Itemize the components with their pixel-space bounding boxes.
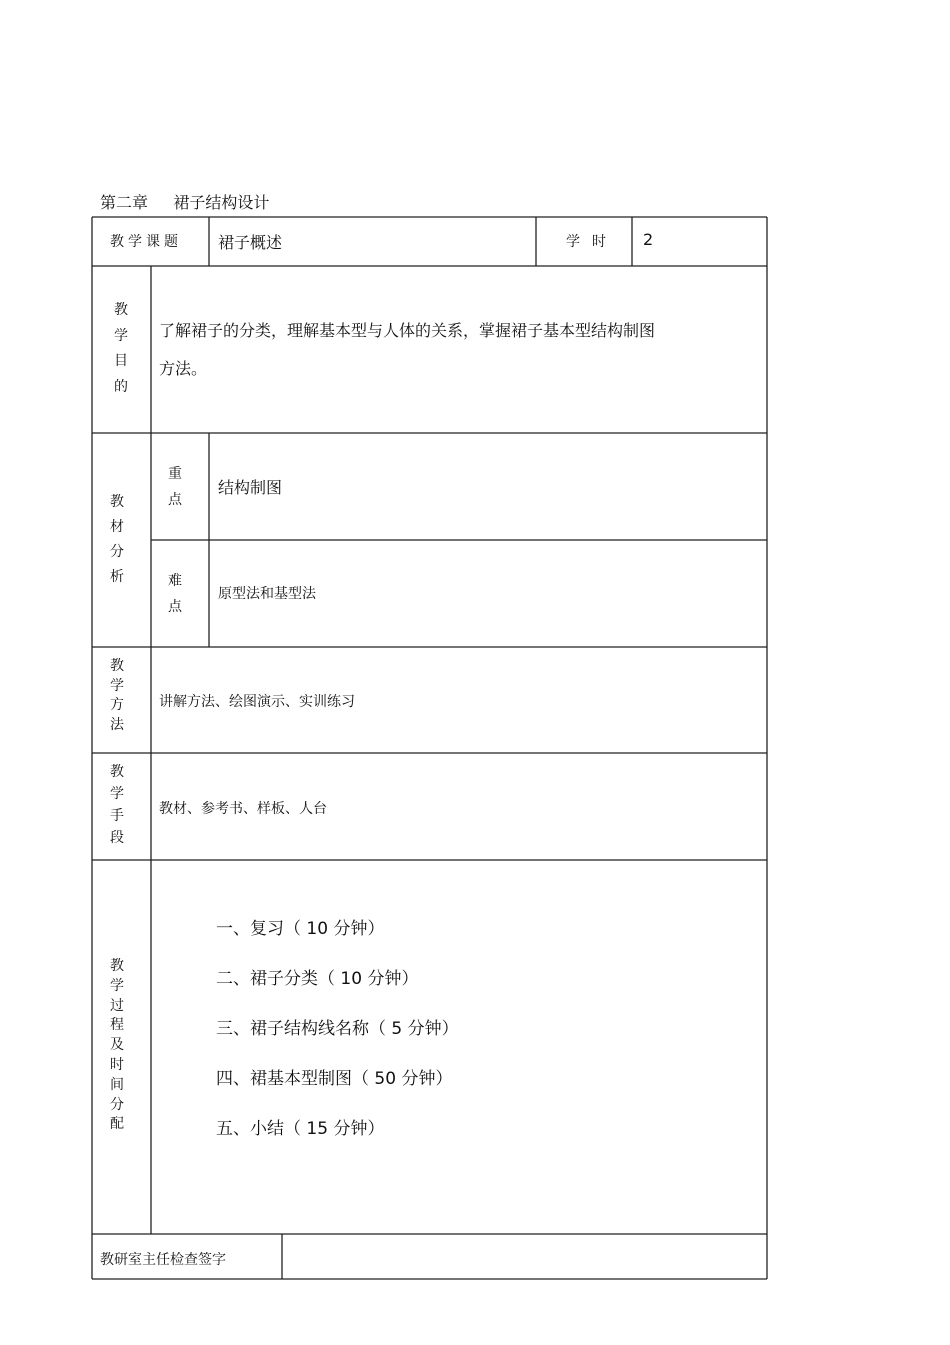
topic-label: 教学课题	[110, 234, 182, 250]
means-value: 教材、参考书、样板、人台	[159, 801, 327, 817]
topic-value: 裙子概述	[218, 233, 283, 252]
objective-text-line2: 方法。	[159, 359, 208, 378]
difficult-point-label: 难 点	[168, 573, 182, 615]
process-step-5: 五、小结（ 15 分钟）	[216, 1119, 385, 1139]
means-label: 教 学 手 段	[110, 764, 124, 846]
chapter-title: 第二章 裙子结构设计	[100, 193, 270, 212]
objective-text-line1: 了解裙子的分类，理解基本型与人体的关系，掌握裙子基本型结构制图	[159, 321, 656, 340]
method-value: 讲解方法、绘图演示、实训练习	[159, 694, 355, 710]
analysis-label: 教 材 分 析	[110, 494, 124, 585]
process-step-2: 二、裙子分类（ 10 分钟）	[216, 969, 419, 989]
process-label: 教 学 过 程 及 时 间 分 配	[110, 958, 124, 1133]
process-step-4: 四、裙基本型制图（ 50 分钟）	[216, 1069, 453, 1089]
signature-label: 教研室主任检查签字	[100, 1252, 226, 1268]
process-step-3: 三、裙子结构线名称（ 5 分钟）	[216, 1019, 459, 1039]
key-point-label: 重 点	[168, 466, 182, 508]
hours-value: 2	[643, 230, 654, 249]
process-step-1: 一、复习（ 10 分钟）	[216, 919, 385, 939]
difficult-point-value: 原型法和基型法	[218, 586, 316, 602]
hours-label: 学时	[566, 234, 618, 250]
objective-label: 教 学 目 的	[114, 302, 128, 395]
key-point-value: 结构制图	[218, 478, 283, 497]
method-label: 教 学 方 法	[110, 658, 124, 733]
